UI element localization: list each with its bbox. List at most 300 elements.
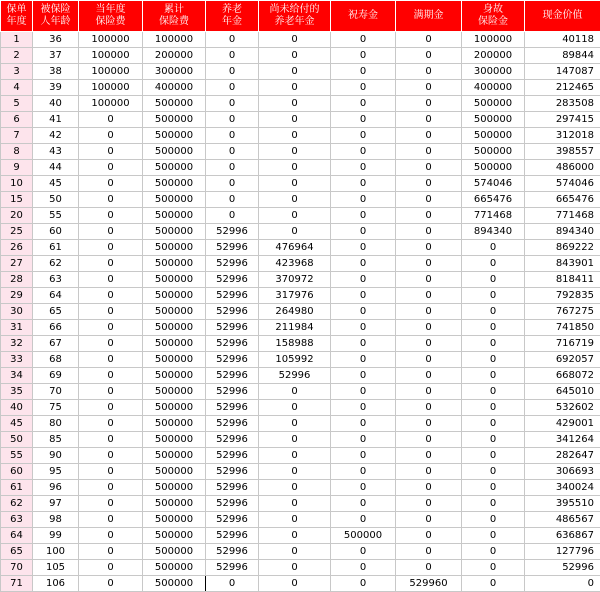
cell-policy-year: 40: [1, 400, 33, 416]
cell-maturity-benefit: 0: [396, 384, 462, 400]
table-row: [1, 576, 600, 592]
cell-insured-age: 100: [33, 544, 79, 560]
cell-maturity-benefit: 0: [396, 512, 462, 528]
cell-cumulative-premium: 500000: [143, 400, 206, 416]
cell-annual-premium: 0: [79, 224, 143, 240]
cell-unpaid-pension-annuity: 0: [259, 112, 331, 128]
cell-maturity-benefit: 0: [396, 256, 462, 272]
table-row: [1, 48, 600, 64]
header-insured-age: 被保险 人年龄: [33, 1, 79, 32]
cell-pension-annuity: 52996: [206, 304, 259, 320]
cell-maturity-benefit: 0: [396, 352, 462, 368]
cell-unpaid-pension-annuity: 0: [259, 224, 331, 240]
cell-cash-value: 212465: [525, 80, 600, 96]
cell-longevity-benefit: 0: [331, 352, 396, 368]
cell-insured-age: 68: [33, 352, 79, 368]
cell-longevity-benefit: 0: [331, 576, 396, 592]
cell-cumulative-premium: 500000: [143, 176, 206, 192]
cell-annual-premium: 100000: [79, 96, 143, 112]
cell-annual-premium: 0: [79, 160, 143, 176]
cell-cumulative-premium: 500000: [143, 304, 206, 320]
cell-cash-value: 340024: [525, 480, 600, 496]
cell-insured-age: 40: [33, 96, 79, 112]
cell-cumulative-premium: 500000: [143, 560, 206, 576]
table-row: [1, 320, 600, 336]
cell-longevity-benefit: 0: [331, 400, 396, 416]
cell-longevity-benefit: 0: [331, 432, 396, 448]
cell-death-benefit: 0: [462, 400, 525, 416]
table-row: [1, 560, 600, 576]
cell-death-benefit: 0: [462, 336, 525, 352]
header-death-benefit: 身故 保险金: [462, 1, 525, 32]
cell-annual-premium: 0: [79, 176, 143, 192]
cell-cash-value: 297415: [525, 112, 600, 128]
cell-annual-premium: 0: [79, 464, 143, 480]
cell-insured-age: 85: [33, 432, 79, 448]
cell-longevity-benefit: 0: [331, 144, 396, 160]
cell-unpaid-pension-annuity: 0: [259, 400, 331, 416]
cell-longevity-benefit: 0: [331, 496, 396, 512]
cell-maturity-benefit: 0: [396, 400, 462, 416]
cell-cumulative-premium: 500000: [143, 480, 206, 496]
cell-insured-age: 69: [33, 368, 79, 384]
cell-policy-year: 27: [1, 256, 33, 272]
cell-cash-value: 52996: [525, 560, 600, 576]
cell-longevity-benefit: 0: [331, 272, 396, 288]
cell-death-benefit: 771468: [462, 208, 525, 224]
cell-maturity-benefit: 0: [396, 80, 462, 96]
cell-cumulative-premium: 500000: [143, 272, 206, 288]
cell-annual-premium: 0: [79, 416, 143, 432]
cell-longevity-benefit: 0: [331, 288, 396, 304]
cell-pension-annuity: 52996: [206, 400, 259, 416]
cell-annual-premium: 0: [79, 240, 143, 256]
table-row: [1, 240, 600, 256]
table-row: [1, 496, 600, 512]
cell-insured-age: 41: [33, 112, 79, 128]
cell-annual-premium: 0: [79, 288, 143, 304]
cell-unpaid-pension-annuity: 0: [259, 160, 331, 176]
cell-cumulative-premium: 500000: [143, 416, 206, 432]
cell-unpaid-pension-annuity: 52996: [259, 368, 331, 384]
cell-death-benefit: 400000: [462, 80, 525, 96]
cell-annual-premium: 100000: [79, 64, 143, 80]
cell-annual-premium: 0: [79, 576, 143, 592]
cell-insured-age: 39: [33, 80, 79, 96]
cell-insured-age: 70: [33, 384, 79, 400]
cell-pension-annuity: 0: [206, 144, 259, 160]
cell-cumulative-premium: 500000: [143, 528, 206, 544]
cell-insured-age: 80: [33, 416, 79, 432]
cell-cash-value: 89844: [525, 48, 600, 64]
cell-unpaid-pension-annuity: 317976: [259, 288, 331, 304]
cell-longevity-benefit: 0: [331, 160, 396, 176]
cell-death-benefit: 0: [462, 352, 525, 368]
cell-cumulative-premium: 500000: [143, 144, 206, 160]
cell-unpaid-pension-annuity: 0: [259, 128, 331, 144]
table-row: [1, 32, 600, 48]
cell-pension-annuity: 52996: [206, 320, 259, 336]
table-row: [1, 176, 600, 192]
table-row: [1, 384, 600, 400]
table-row: [1, 128, 600, 144]
cell-unpaid-pension-annuity: 0: [259, 96, 331, 112]
cell-policy-year: 31: [1, 320, 33, 336]
cell-longevity-benefit: 0: [331, 560, 396, 576]
cell-longevity-benefit: 500000: [331, 528, 396, 544]
cell-unpaid-pension-annuity: 158988: [259, 336, 331, 352]
cell-longevity-benefit: 0: [331, 448, 396, 464]
cell-cumulative-premium: 500000: [143, 96, 206, 112]
cell-maturity-benefit: 0: [396, 480, 462, 496]
cell-maturity-benefit: 0: [396, 528, 462, 544]
cell-maturity-benefit: 529960: [396, 576, 462, 592]
cell-pension-annuity: 52996: [206, 416, 259, 432]
cell-insured-age: 38: [33, 64, 79, 80]
cell-cumulative-premium: 500000: [143, 576, 206, 592]
cell-longevity-benefit: 0: [331, 304, 396, 320]
cell-death-benefit: 0: [462, 384, 525, 400]
cell-policy-year: 25: [1, 224, 33, 240]
cell-death-benefit: 100000: [462, 32, 525, 48]
cell-unpaid-pension-annuity: 0: [259, 512, 331, 528]
cell-cash-value: 532602: [525, 400, 600, 416]
cell-cash-value: 398557: [525, 144, 600, 160]
table-row: [1, 272, 600, 288]
cell-death-benefit: 0: [462, 320, 525, 336]
cell-pension-annuity: 0: [206, 208, 259, 224]
cell-death-benefit: 0: [462, 432, 525, 448]
cell-cumulative-premium: 400000: [143, 80, 206, 96]
cell-annual-premium: 0: [79, 528, 143, 544]
cell-maturity-benefit: 0: [396, 144, 462, 160]
cell-cumulative-premium: 500000: [143, 240, 206, 256]
cell-pension-annuity: 52996: [206, 560, 259, 576]
cell-cumulative-premium: 500000: [143, 432, 206, 448]
cell-cumulative-premium: 100000: [143, 32, 206, 48]
cell-unpaid-pension-annuity: 105992: [259, 352, 331, 368]
cell-cash-value: 282647: [525, 448, 600, 464]
cell-maturity-benefit: 0: [396, 32, 462, 48]
table-row: [1, 352, 600, 368]
table-row: [1, 448, 600, 464]
cell-insured-age: 36: [33, 32, 79, 48]
cell-pension-annuity: 52996: [206, 368, 259, 384]
cell-annual-premium: 0: [79, 304, 143, 320]
header-longevity-benefit: 祝寿金: [331, 1, 396, 32]
cell-longevity-benefit: 0: [331, 368, 396, 384]
cell-annual-premium: 0: [79, 496, 143, 512]
cell-annual-premium: 0: [79, 128, 143, 144]
table-row: [1, 160, 600, 176]
cell-insured-age: 65: [33, 304, 79, 320]
cell-cumulative-premium: 500000: [143, 192, 206, 208]
cell-policy-year: 45: [1, 416, 33, 432]
cell-unpaid-pension-annuity: 0: [259, 416, 331, 432]
cell-insured-age: 105: [33, 560, 79, 576]
table-body: [1, 32, 600, 592]
table-row: [1, 80, 600, 96]
cell-maturity-benefit: 0: [396, 240, 462, 256]
cell-unpaid-pension-annuity: 0: [259, 480, 331, 496]
cell-policy-year: 62: [1, 496, 33, 512]
cell-death-benefit: 500000: [462, 128, 525, 144]
cell-pension-annuity: 0: [206, 160, 259, 176]
cell-longevity-benefit: 0: [331, 320, 396, 336]
cell-pension-annuity: 52996: [206, 288, 259, 304]
cell-unpaid-pension-annuity: 423968: [259, 256, 331, 272]
cell-policy-year: 64: [1, 528, 33, 544]
cell-pension-annuity: 0: [206, 32, 259, 48]
cell-unpaid-pension-annuity: 0: [259, 192, 331, 208]
cell-maturity-benefit: 0: [396, 288, 462, 304]
cell-insured-age: 75: [33, 400, 79, 416]
table-row: [1, 192, 600, 208]
cell-insured-age: 42: [33, 128, 79, 144]
cell-insured-age: 37: [33, 48, 79, 64]
cell-annual-premium: 0: [79, 544, 143, 560]
table-row: [1, 112, 600, 128]
cell-cumulative-premium: 500000: [143, 336, 206, 352]
cell-policy-year: 15: [1, 192, 33, 208]
cell-unpaid-pension-annuity: 0: [259, 448, 331, 464]
cell-policy-year: 3: [1, 64, 33, 80]
cell-cash-value: 692057: [525, 352, 600, 368]
header-unpaid-pension-annuity: 尚未给付的 养老年金: [259, 1, 331, 32]
cell-pension-annuity: 0: [206, 128, 259, 144]
cell-longevity-benefit: 0: [331, 48, 396, 64]
cell-policy-year: 4: [1, 80, 33, 96]
cell-maturity-benefit: 0: [396, 544, 462, 560]
cell-policy-year: 71: [1, 576, 33, 592]
cell-insured-age: 98: [33, 512, 79, 528]
cell-pension-annuity: 0: [206, 96, 259, 112]
cell-unpaid-pension-annuity: 0: [259, 496, 331, 512]
cell-insured-age: 96: [33, 480, 79, 496]
cell-annual-premium: 0: [79, 432, 143, 448]
cell-policy-year: 8: [1, 144, 33, 160]
cell-cumulative-premium: 200000: [143, 48, 206, 64]
table-row: [1, 432, 600, 448]
cell-maturity-benefit: 0: [396, 64, 462, 80]
cell-pension-annuity: 52996: [206, 352, 259, 368]
cell-policy-year: 10: [1, 176, 33, 192]
table-row: [1, 336, 600, 352]
cell-policy-year: 2: [1, 48, 33, 64]
table-row: [1, 400, 600, 416]
cell-annual-premium: 0: [79, 400, 143, 416]
cell-maturity-benefit: 0: [396, 128, 462, 144]
cell-pension-annuity: 0: [206, 192, 259, 208]
cell-maturity-benefit: 0: [396, 416, 462, 432]
cell-maturity-benefit: 0: [396, 448, 462, 464]
cell-unpaid-pension-annuity: 0: [259, 528, 331, 544]
cell-cumulative-premium: 500000: [143, 160, 206, 176]
cell-unpaid-pension-annuity: 0: [259, 464, 331, 480]
cell-annual-premium: 0: [79, 560, 143, 576]
cell-death-benefit: 0: [462, 464, 525, 480]
cell-cash-value: 636867: [525, 528, 600, 544]
cell-policy-year: 32: [1, 336, 33, 352]
header-cash-value: 现金价值: [525, 1, 600, 32]
cell-longevity-benefit: 0: [331, 384, 396, 400]
cell-unpaid-pension-annuity: 0: [259, 80, 331, 96]
cell-unpaid-pension-annuity: 0: [259, 64, 331, 80]
table-row: [1, 304, 600, 320]
cell-annual-premium: 100000: [79, 80, 143, 96]
cell-maturity-benefit: 0: [396, 320, 462, 336]
cell-policy-year: 29: [1, 288, 33, 304]
cell-maturity-benefit: 0: [396, 208, 462, 224]
cell-annual-premium: 0: [79, 368, 143, 384]
cell-policy-year: 61: [1, 480, 33, 496]
cell-annual-premium: 0: [79, 112, 143, 128]
cell-insured-age: 43: [33, 144, 79, 160]
cell-pension-annuity: 52996: [206, 256, 259, 272]
cell-policy-year: 33: [1, 352, 33, 368]
header-annual-premium: 当年度 保险费: [79, 1, 143, 32]
cell-pension-annuity: 0: [206, 576, 259, 592]
cell-cumulative-premium: 500000: [143, 496, 206, 512]
cell-annual-premium: 0: [79, 208, 143, 224]
cell-death-benefit: 0: [462, 272, 525, 288]
cell-cash-value: 771468: [525, 208, 600, 224]
table-row: [1, 416, 600, 432]
cell-cumulative-premium: 500000: [143, 128, 206, 144]
cell-cumulative-premium: 500000: [143, 368, 206, 384]
cell-maturity-benefit: 0: [396, 560, 462, 576]
cell-unpaid-pension-annuity: 0: [259, 432, 331, 448]
cell-insured-age: 97: [33, 496, 79, 512]
cell-insured-age: 45: [33, 176, 79, 192]
cell-longevity-benefit: 0: [331, 544, 396, 560]
cell-longevity-benefit: 0: [331, 240, 396, 256]
cell-cumulative-premium: 500000: [143, 352, 206, 368]
cell-maturity-benefit: 0: [396, 432, 462, 448]
cell-death-benefit: 300000: [462, 64, 525, 80]
cell-death-benefit: 0: [462, 480, 525, 496]
cell-longevity-benefit: 0: [331, 96, 396, 112]
cell-cash-value: 40118: [525, 32, 600, 48]
cell-annual-premium: 0: [79, 320, 143, 336]
header-cumulative-premium: 累计 保险费: [143, 1, 206, 32]
cell-maturity-benefit: 0: [396, 112, 462, 128]
cell-cumulative-premium: 500000: [143, 512, 206, 528]
cell-pension-annuity: 52996: [206, 384, 259, 400]
table-row: [1, 512, 600, 528]
cell-cumulative-premium: 300000: [143, 64, 206, 80]
cell-insured-age: 90: [33, 448, 79, 464]
cell-maturity-benefit: 0: [396, 336, 462, 352]
cell-cumulative-premium: 500000: [143, 208, 206, 224]
cell-annual-premium: 0: [79, 480, 143, 496]
cell-policy-year: 63: [1, 512, 33, 528]
cell-pension-annuity: 0: [206, 112, 259, 128]
cell-death-benefit: 0: [462, 496, 525, 512]
cell-death-benefit: 0: [462, 416, 525, 432]
cell-maturity-benefit: 0: [396, 368, 462, 384]
cell-maturity-benefit: 0: [396, 272, 462, 288]
cell-policy-year: 65: [1, 544, 33, 560]
cell-annual-premium: 0: [79, 384, 143, 400]
cell-unpaid-pension-annuity: 264980: [259, 304, 331, 320]
cell-death-benefit: 0: [462, 304, 525, 320]
cell-annual-premium: 0: [79, 352, 143, 368]
cell-death-benefit: 0: [462, 288, 525, 304]
cell-unpaid-pension-annuity: 0: [259, 544, 331, 560]
cell-pension-annuity: 52996: [206, 272, 259, 288]
cell-pension-annuity: 0: [206, 80, 259, 96]
cell-longevity-benefit: 0: [331, 256, 396, 272]
cell-death-benefit: 500000: [462, 160, 525, 176]
cell-pension-annuity: 52996: [206, 240, 259, 256]
cell-insured-age: 95: [33, 464, 79, 480]
cell-policy-year: 60: [1, 464, 33, 480]
cell-death-benefit: 0: [462, 576, 525, 592]
cell-maturity-benefit: 0: [396, 160, 462, 176]
table-row: [1, 224, 600, 240]
cell-unpaid-pension-annuity: 370972: [259, 272, 331, 288]
cell-unpaid-pension-annuity: 211984: [259, 320, 331, 336]
cell-cash-value: 818411: [525, 272, 600, 288]
cell-policy-year: 35: [1, 384, 33, 400]
cell-insured-age: 99: [33, 528, 79, 544]
cell-annual-premium: 0: [79, 256, 143, 272]
cell-maturity-benefit: 0: [396, 464, 462, 480]
cell-policy-year: 20: [1, 208, 33, 224]
cell-longevity-benefit: 0: [331, 176, 396, 192]
cell-cash-value: 645010: [525, 384, 600, 400]
cell-cash-value: 306693: [525, 464, 600, 480]
table-row: [1, 464, 600, 480]
cell-pension-annuity: 52996: [206, 544, 259, 560]
cell-longevity-benefit: 0: [331, 64, 396, 80]
cell-unpaid-pension-annuity: 0: [259, 208, 331, 224]
cell-longevity-benefit: 0: [331, 464, 396, 480]
table-row: [1, 96, 600, 112]
cell-cumulative-premium: 500000: [143, 448, 206, 464]
cell-death-benefit: 0: [462, 256, 525, 272]
cell-policy-year: 55: [1, 448, 33, 464]
cell-annual-premium: 0: [79, 192, 143, 208]
cell-death-benefit: 0: [462, 528, 525, 544]
cell-annual-premium: 0: [79, 336, 143, 352]
cell-cash-value: 147087: [525, 64, 600, 80]
cell-maturity-benefit: 0: [396, 304, 462, 320]
cell-annual-premium: 0: [79, 272, 143, 288]
cell-longevity-benefit: 0: [331, 512, 396, 528]
cell-cash-value: 429001: [525, 416, 600, 432]
cell-policy-year: 50: [1, 432, 33, 448]
cell-pension-annuity: 52996: [206, 512, 259, 528]
cell-unpaid-pension-annuity: 0: [259, 144, 331, 160]
cell-pension-annuity: 0: [206, 48, 259, 64]
cell-annual-premium: 100000: [79, 32, 143, 48]
cell-longevity-benefit: 0: [331, 32, 396, 48]
cell-pension-annuity: 52996: [206, 480, 259, 496]
cell-cash-value: 341264: [525, 432, 600, 448]
cell-cumulative-premium: 500000: [143, 320, 206, 336]
cell-insured-age: 106: [33, 576, 79, 592]
cell-cumulative-premium: 500000: [143, 544, 206, 560]
cell-pension-annuity: 52996: [206, 496, 259, 512]
cell-policy-year: 1: [1, 32, 33, 48]
cell-cash-value: 486000: [525, 160, 600, 176]
cell-insured-age: 63: [33, 272, 79, 288]
cell-cash-value: 0: [525, 576, 600, 592]
cell-insured-age: 50: [33, 192, 79, 208]
cell-unpaid-pension-annuity: 0: [259, 384, 331, 400]
